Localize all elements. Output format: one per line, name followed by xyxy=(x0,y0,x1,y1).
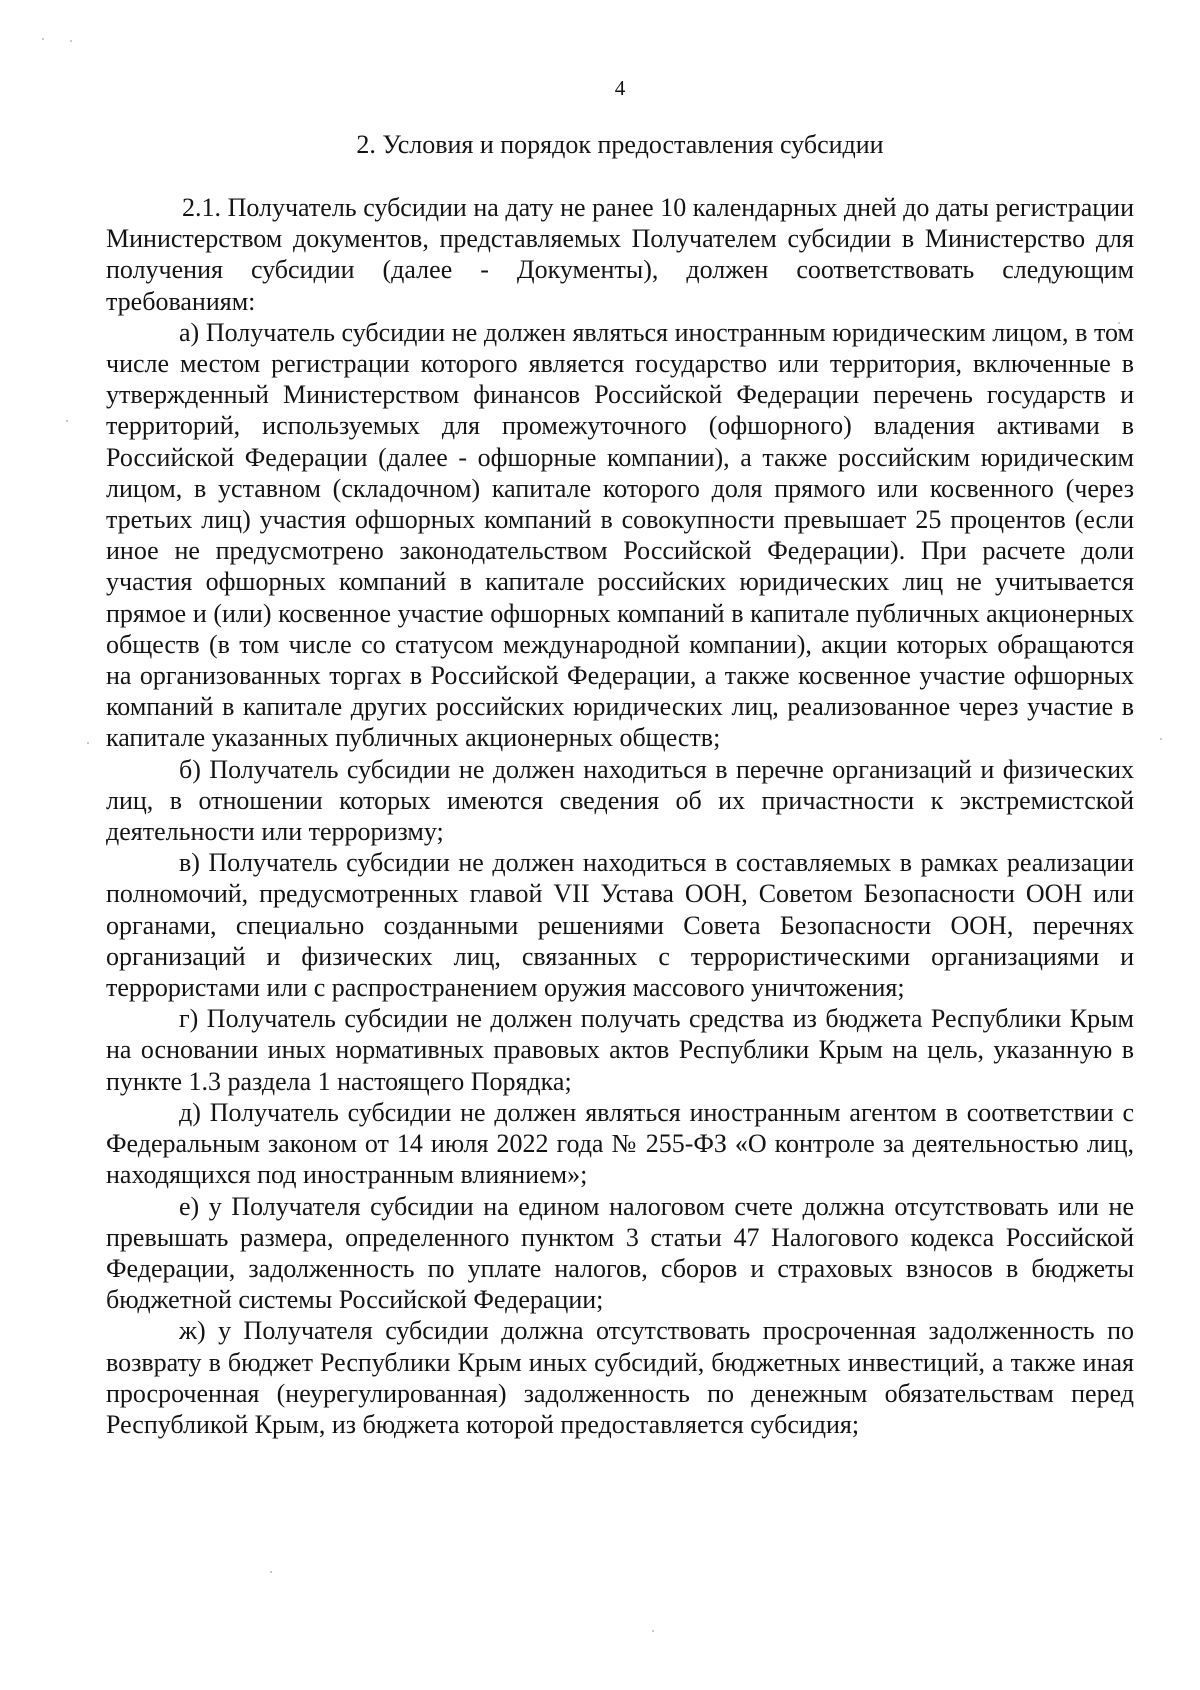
scan-speck xyxy=(270,1571,272,1573)
paragraph-item-v: в) Получатель субсидии не должен находиться в составляемых в рамках реализации полномочий, предусмотренных главой VII Устава ООН, Советом Безопасности ООН или органами, специально созданными решениями Совета Безопасности ООН, перечнях организаций и физических лиц, связанных с террористическими организациями и террористами или с распространением оружия массового уничтожения; xyxy=(106,848,1134,1003)
paragraph-item-e: е) у Получателя субсидии на едином налоговом счете должна отсутствовать или не превышать размера, определенного пунктом 3 статьи 47 Налогового кодекса Российской Федерации, задолженность по уплате налогов, сборов и страховых взносов в бюджеты бюджетной системы Российской Федерации; xyxy=(106,1191,1134,1315)
scan-speck xyxy=(42,38,44,40)
paragraph-item-zh: ж) у Получателя субсидии должна отсутствовать просроченная задолженность по возврату в бюджет Республики Крым иных субсидий, бюджетных инвестиций, а также иная просроченная (неурегулированная) задолженность по денежным обязательствам перед Республикой Крым, из бюджета которой предоставляется субсидия; xyxy=(106,1316,1134,1439)
scan-speck xyxy=(1160,738,1162,740)
scan-speck xyxy=(70,40,72,42)
document-body xyxy=(106,192,1134,1440)
scan-speck xyxy=(66,420,68,422)
scan-speck xyxy=(652,1630,654,1632)
paragraph-item-d: д) Получатель субсидии не должен являться иностранным агентом в соответствии с Федеральным законом от 14 июля 2022 года № 255-ФЗ «О контроле за деятельностью лиц, находящихся под иностранным влиянием»; xyxy=(106,1097,1134,1190)
page-number: 4 xyxy=(614,76,626,100)
scan-speck xyxy=(87,742,89,744)
paragraph-item-a: а) Получатель субсидии не должен являться иностранным юридическим лицом, в том числе местом регистрации которого является государство или территория, включенные в утвержденный Министерством финансов Российской Федерации перечень государств и территорий, используемых для промежуточного (офшорного) владения активами в Российской Федерации (далее - офшорные компании), а также российским юридическим лицом, в уставном (складочном) капитале которого доля прямого или косвенного (через третьих лиц) участия офшорных компаний в совокупности превышает 25 процентов (если иное не предусмотрено законодательством Российской Федерации). При расчете доли участия офшорных компаний в капитале российских юридических лиц не учитывается прямое и (или) косвенное участие офшорных компаний в капитале публичных акционерных обществ (в том числе со статусом международной компании), акции которых обращаются на организованных торгах в Российской Федерации, а также косвенное участие офшорных компаний в капитале других российских юридических лиц, реализованное через участие в капитале указанных публичных акционерных обществ; xyxy=(106,317,1134,753)
section-title: 2. Условия и порядок предоставления субсидии xyxy=(356,130,884,159)
paragraph-item-b: б) Получатель субсидии не должен находиться в перечне организаций и физических лиц, в отношении которых имеются сведения об их причастности к экстремистской деятельности или терроризму; xyxy=(106,754,1134,847)
paragraph-item-g: г) Получатель субсидии не должен получать средства из бюджета Республики Крым на основании иных нормативных правовых актов Республики Крым на цель, указанную в пункте 1.3 раздела 1 настоящего Порядка; xyxy=(106,1004,1134,1096)
paragraph-2-1: 2.1. Получатель субсидии на дату не ранее 10 календарных дней до даты регистрации Министерством документов, представляемых Получателем субсидии в Министерство для получения субсидии (далее - Документы), должен соответствовать следующим требованиям: xyxy=(106,193,1134,316)
